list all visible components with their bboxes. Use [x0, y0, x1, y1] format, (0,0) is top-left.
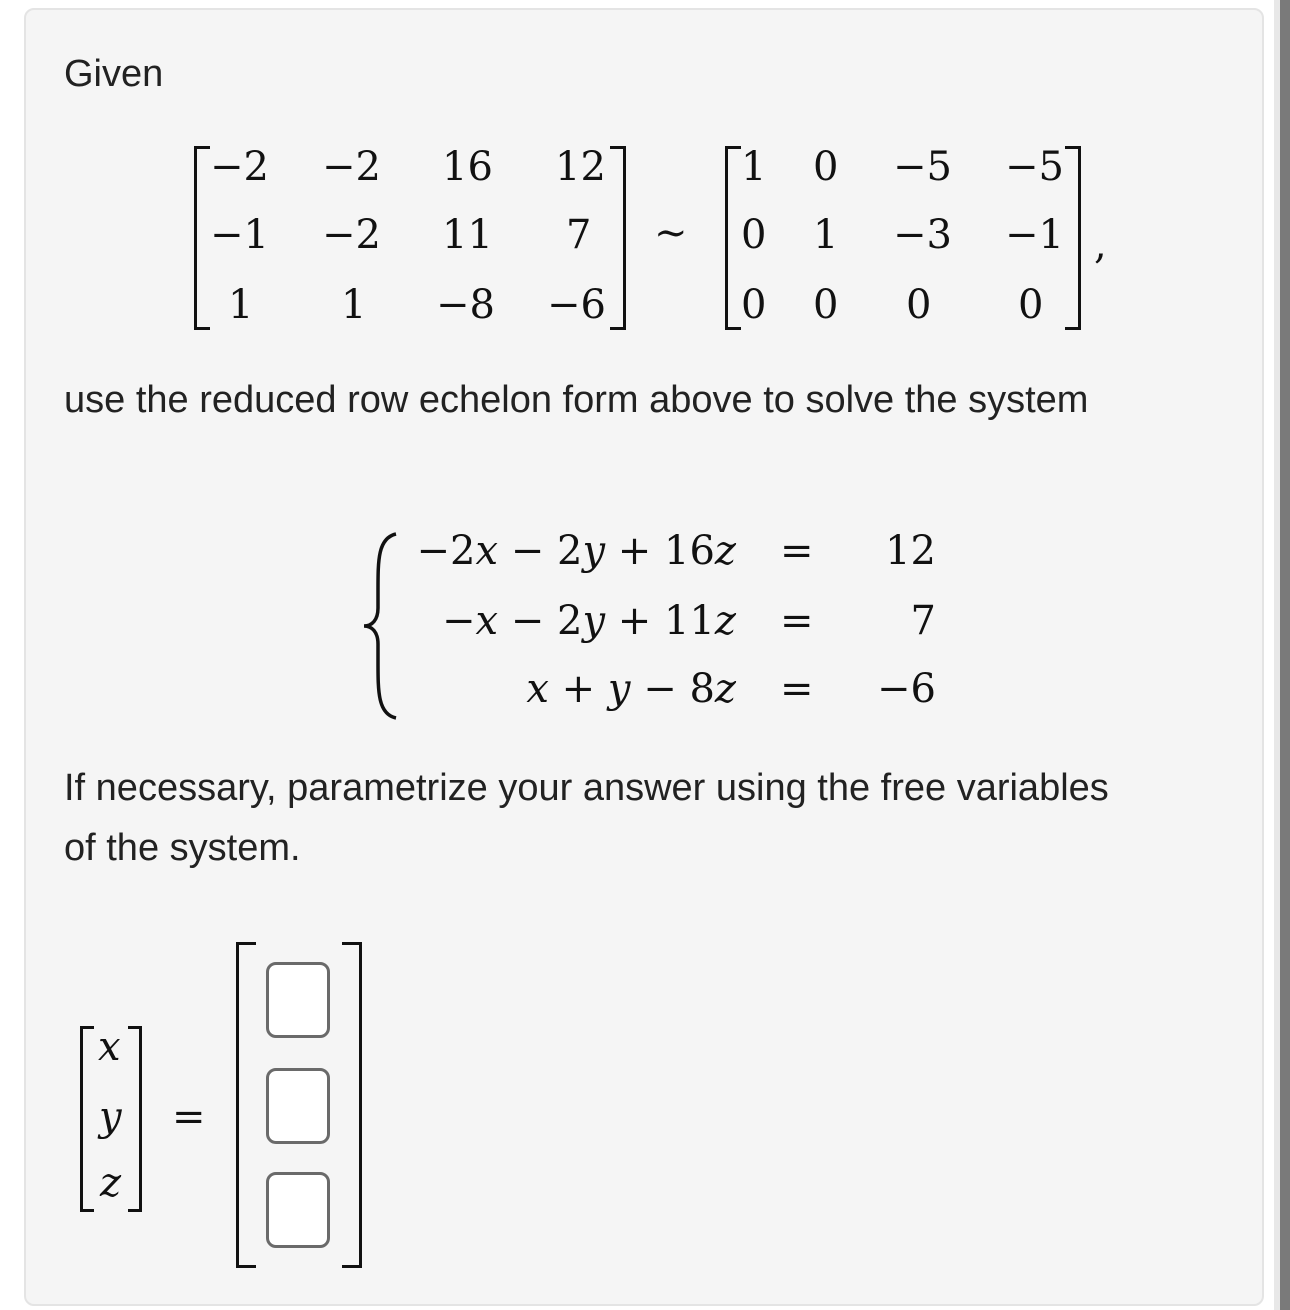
answer-x-input[interactable]	[269, 965, 327, 1035]
matrix-a-cell: 7	[566, 212, 592, 258]
eq3-term: − 8	[630, 666, 715, 712]
solution-var-z: z	[100, 1160, 122, 1206]
equation-3-lhs	[402, 666, 736, 712]
matrix-rref-cell: 0	[1018, 282, 1044, 328]
matrix-rref-cell: 0	[741, 212, 767, 258]
answer-vector-left-bracket	[236, 942, 256, 1268]
equation-3-equals: =	[780, 666, 814, 712]
matrix-a-right-bracket	[610, 146, 626, 330]
matrix-rref-cell: −3	[893, 212, 952, 258]
matrix-rref-cell: 0	[813, 144, 839, 190]
eq3-var: y	[607, 666, 631, 712]
matrix-rref-cell: 0	[906, 282, 932, 328]
eq2-term: −	[441, 598, 476, 644]
eq3-term: +	[548, 666, 608, 712]
matrix-a-cell: 1	[228, 282, 254, 328]
solution-var-x: x	[98, 1024, 121, 1070]
matrix-a-cell: 11	[442, 212, 493, 258]
matrix-rref-cell: −1	[1005, 212, 1064, 258]
solution-vector-left-bracket	[80, 1026, 94, 1212]
equation-3-rhs: −6	[877, 666, 936, 712]
comma: ,	[1094, 222, 1107, 268]
equation-2-equals: =	[780, 598, 814, 644]
matrix-rref-cell: 1	[813, 212, 839, 258]
answer-x-box[interactable]	[266, 962, 330, 1038]
matrix-rref-left-bracket	[725, 146, 741, 330]
scrollbar-thumb[interactable]	[1280, 0, 1290, 1310]
equation-2-rhs: 7	[910, 598, 936, 644]
matrix-rref-cell: −5	[1005, 144, 1064, 190]
eq1-term: + 16	[605, 528, 715, 574]
eq1-var: x	[475, 528, 499, 574]
eq1-var: y	[582, 528, 606, 574]
matrix-a-cell: −6	[547, 282, 606, 328]
answer-z-input[interactable]	[269, 1175, 327, 1245]
matrix-rref-cell: 0	[741, 282, 767, 328]
answer-y-input[interactable]	[269, 1071, 327, 1141]
matrix-a-cell: −8	[436, 282, 495, 328]
matrix-a-cell: 1	[341, 282, 367, 328]
given-label: Given	[64, 53, 164, 95]
equation-2-lhs	[402, 598, 736, 644]
solution-var-y: y	[99, 1094, 122, 1140]
answer-z-box[interactable]	[266, 1172, 330, 1248]
matrix-rref-cell: −5	[893, 144, 952, 190]
equation-1-rhs: 12	[885, 528, 936, 574]
equation-1-lhs	[402, 528, 736, 574]
matrix-a-left-bracket	[194, 146, 210, 330]
left-brace	[360, 530, 404, 722]
eq2-var: z	[714, 598, 736, 644]
answer-y-box[interactable]	[266, 1068, 330, 1144]
matrix-rref-cell: 0	[813, 282, 839, 328]
eq3-var: z	[714, 666, 736, 712]
matrix-a-cell: 16	[442, 144, 493, 190]
parametrize-instruction: If necessary, parametrize your answer using the free variables of the system.	[64, 767, 1109, 869]
matrix-a-cell: −2	[210, 144, 269, 190]
eq2-term: + 11	[605, 598, 715, 644]
solution-equals: =	[172, 1094, 206, 1140]
matrix-rref-cell: 1	[741, 144, 767, 190]
eq3-var: x	[526, 666, 549, 712]
row-equivalent-symbol: ∼	[654, 210, 688, 256]
matrix-rref-right-bracket	[1065, 146, 1081, 330]
equation-1-equals: =	[780, 528, 814, 574]
instruction-text: use the reduced row echelon form above to solve the system	[64, 379, 1089, 421]
eq2-var: x	[475, 598, 499, 644]
matrix-a-cell: 12	[555, 144, 606, 190]
matrix-a-cell: −1	[210, 212, 269, 258]
eq1-term: −2	[416, 528, 476, 574]
eq2-var: y	[582, 598, 606, 644]
eq1-var: z	[714, 528, 736, 574]
solution-vector-right-bracket	[128, 1026, 142, 1212]
answer-vector-right-bracket	[342, 942, 362, 1268]
eq2-term: − 2	[498, 598, 583, 644]
matrix-a-cell: −2	[322, 144, 381, 190]
eq1-term: − 2	[498, 528, 583, 574]
matrix-a-cell: −2	[322, 212, 381, 258]
